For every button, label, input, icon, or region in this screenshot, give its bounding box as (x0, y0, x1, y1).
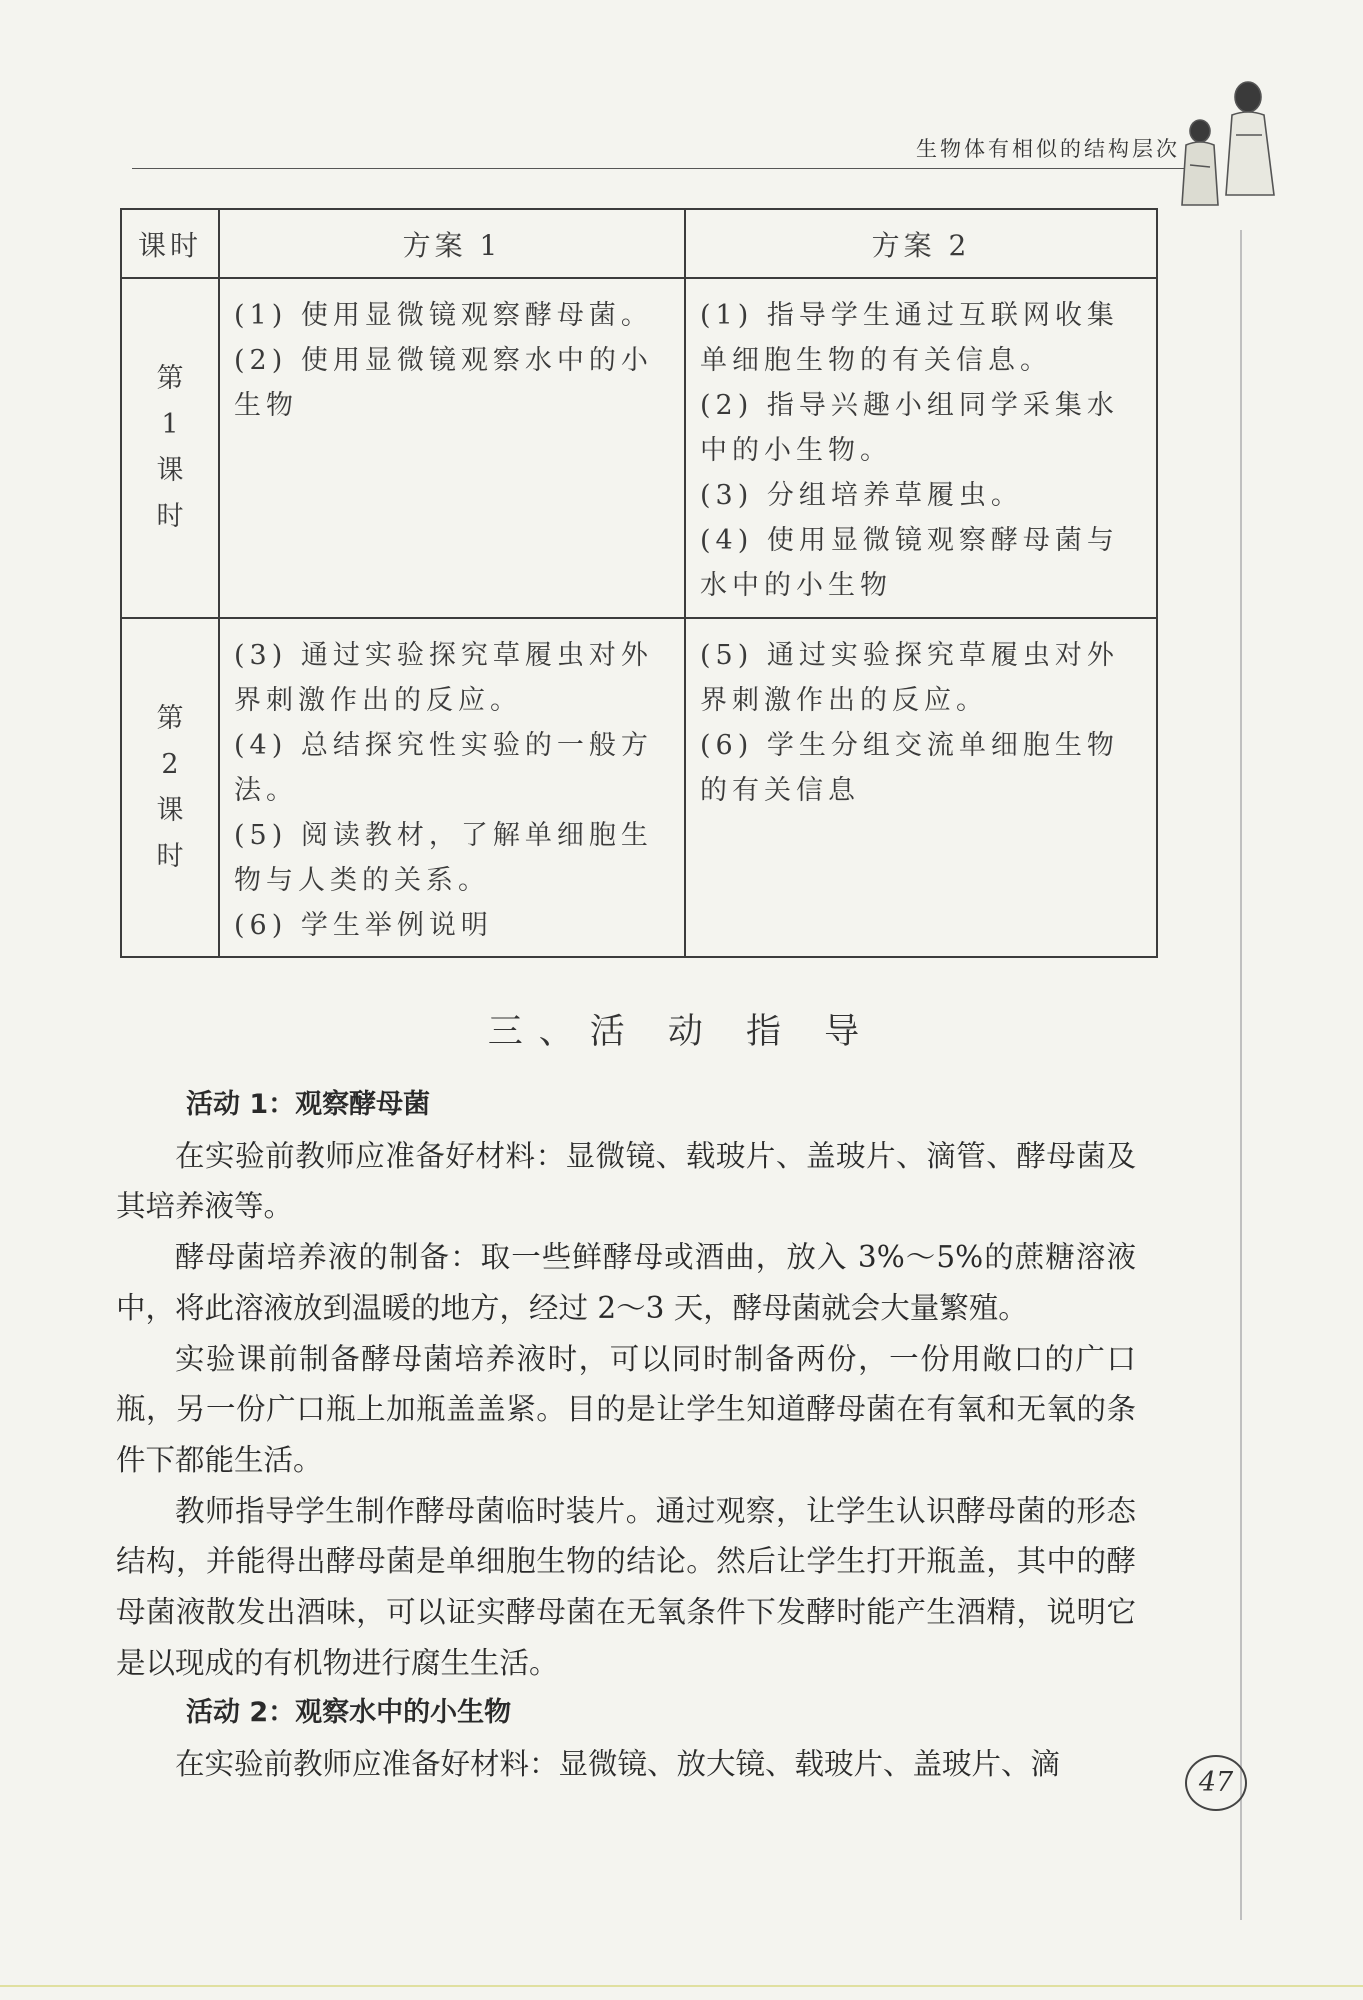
table-row (121, 278, 1157, 618)
plan-step: (2) 使用显微镜观察水中的小生物 (234, 345, 653, 421)
plan-step: (1) 使用显微镜观察酵母菌。 (234, 300, 653, 331)
plan-step: (4) 使用显微镜观察酵母菌与水中的小生物 (700, 525, 1119, 601)
table-header-cell: 课时 (121, 209, 219, 278)
plan-step: (6) 学生分组交流单细胞生物的有关信息 (700, 730, 1119, 806)
section-heading: 三、活 动 指 导 (487, 1012, 876, 1052)
period-cell (121, 618, 219, 957)
plan-step: (2) 指导兴趣小组同学采集水中的小生物。 (700, 390, 1119, 466)
plan2-cell (685, 278, 1157, 618)
plan-step: (3) 通过实验探究草履虫对外界刺激作出的反应。 (234, 640, 653, 716)
teacher-student-illustration (1170, 75, 1290, 220)
header-rule (132, 168, 1197, 169)
paragraph: 酵母菌培养液的制备：取一些鲜酵母或酒曲，放入 3%～5%的蔗糖溶液中，将此溶液放到温暖的地方，经过 2～3 天，酵母菌就会大量繁殖。 (116, 1240, 1136, 1325)
page-number: 47 (1185, 1755, 1247, 1811)
period-char: 时 (156, 840, 184, 872)
plan-step: (5) 阅读教材，了解单细胞生物与人类的关系。 (234, 820, 653, 896)
paragraph: 实验课前制备酵母菌培养液时，可以同时制备两份，一份用敞口的广口瓶，另一份广口瓶上加瓶盖盖紧。目的是让学生知道酵母菌在有氧和无氧的条件下都能生活。 (116, 1341, 1136, 1477)
period-char: 课 (156, 455, 184, 486)
period-cell (121, 278, 219, 618)
activity-guide-text (116, 1080, 1136, 1790)
running-header-title: 生物体有相似的结构层次 (916, 137, 1180, 161)
period-char: 第 (156, 702, 184, 734)
paragraph: 在实验前教师应准备好材料：显微镜、放大镜、载玻片、盖玻片、滴 (175, 1747, 1061, 1782)
paragraph: 在实验前教师应准备好材料：显微镜、载玻片、盖玻片、滴管、酵母菌及其培养液等。 (116, 1138, 1136, 1224)
paragraph: 教师指导学生制作酵母菌临时装片。通过观察，让学生认识酵母菌的形态结构，并能得出酵母菌是单细胞生物的结论。然后让学生打开瓶盖，其中的酵母菌液散发出酒味，可以证实酵母菌在无氧条件下发酵时能产生酒精，说明它是以现成的有机物进行腐生生活。 (116, 1493, 1136, 1680)
period-char: 2 (161, 748, 179, 780)
table-header-row (121, 209, 1157, 278)
table-header-cell: 方案 1 (219, 209, 685, 278)
plan-step: (3) 分组培养草履虫。 (700, 480, 1023, 511)
plan1-cell (219, 278, 685, 618)
margin-guide-line (1240, 230, 1242, 1920)
plan1-cell (219, 618, 685, 957)
activity-heading: 活动 1：观察酵母菌 (186, 1089, 431, 1120)
table-row (121, 618, 1157, 957)
period-char: 时 (156, 501, 184, 532)
plan-step: (1) 指导学生通过互联网收集单细胞生物的有关信息。 (700, 300, 1119, 376)
plan2-cell (685, 618, 1157, 957)
plan-step: (6) 学生举例说明 (234, 910, 493, 941)
lesson-plan-table (120, 208, 1158, 958)
activity-heading: 活动 2：观察水中的小生物 (186, 1697, 512, 1729)
period-char: 1 (161, 409, 179, 440)
plan-step: (4) 总结探究性实验的一般方法。 (234, 730, 653, 806)
period-char: 第 (156, 363, 184, 394)
plan-step: (5) 通过实验探究草履虫对外界刺激作出的反应。 (700, 640, 1119, 716)
period-char: 课 (156, 794, 184, 826)
page-bottom-edge (0, 1985, 1363, 1987)
table-header-cell: 方案 2 (685, 209, 1157, 278)
